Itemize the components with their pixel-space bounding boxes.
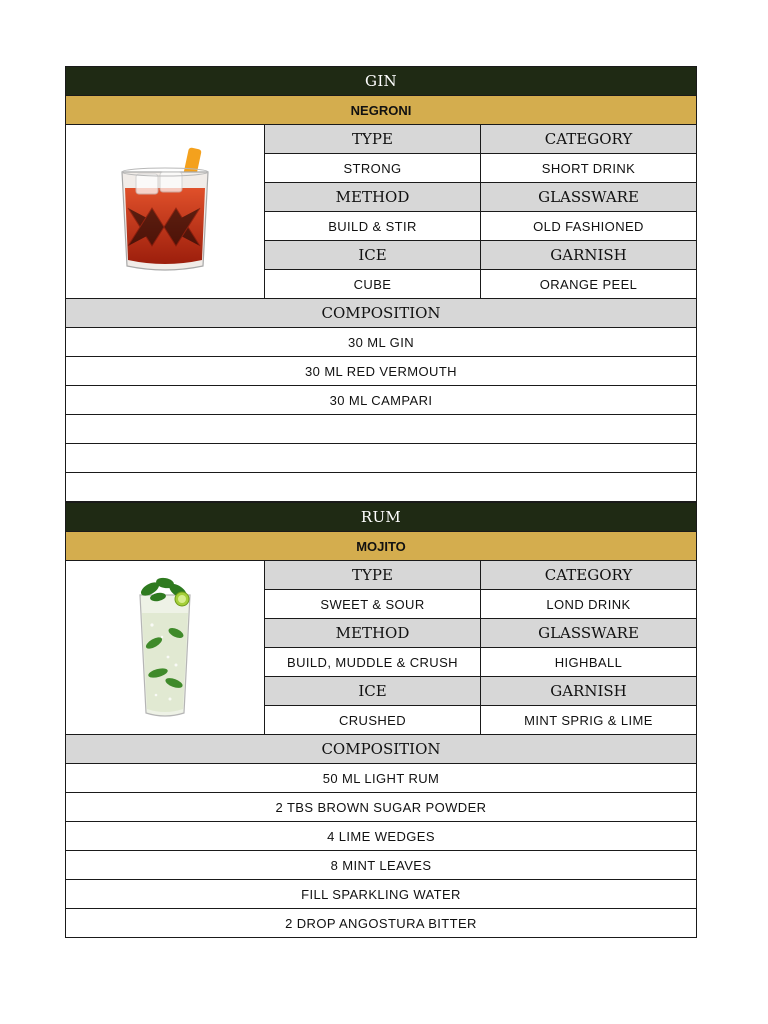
method-label: METHOD [265, 183, 481, 212]
ingredient-row: FILL SPARKLING WATER [66, 880, 697, 909]
glassware-value: HIGHBALL [481, 648, 697, 677]
cocktail-sheet [65, 66, 696, 938]
composition-header: COMPOSITION [66, 299, 697, 328]
garnish-label: GARNISH [481, 241, 697, 270]
ice-label: ICE [265, 677, 481, 706]
cocktail-name: NEGRONI [66, 96, 697, 125]
ingredient-row [66, 415, 697, 444]
ice-value: CRUSHED [265, 706, 481, 735]
category-label: CATEGORY [481, 561, 697, 590]
method-value: BUILD, MUDDLE & CRUSH [265, 648, 481, 677]
ingredient-row: 2 TBS BROWN SUGAR POWDER [66, 793, 697, 822]
category-value: LOND DRINK [481, 590, 697, 619]
cocktail-image-cell [66, 125, 265, 299]
ingredient-row: 30 ML RED VERMOUTH [66, 357, 697, 386]
method-value: BUILD & STIR [265, 212, 481, 241]
type-value: STRONG [265, 154, 481, 183]
cocktail-card-mojito [65, 502, 697, 938]
ingredient-row: 30 ML GIN [66, 328, 697, 357]
ingredient-row [66, 444, 697, 473]
ingredient-row: 4 LIME WEDGES [66, 822, 697, 851]
spirit-header: RUM [66, 503, 697, 532]
type-value: SWEET & SOUR [265, 590, 481, 619]
mojito-glass-image [110, 573, 220, 723]
cocktail-image-cell [66, 561, 265, 735]
glassware-label: GLASSWARE [481, 619, 697, 648]
glassware-value: OLD FASHIONED [481, 212, 697, 241]
ingredient-row: 8 MINT LEAVES [66, 851, 697, 880]
garnish-value: ORANGE PEEL [481, 270, 697, 299]
cocktail-card-negroni [65, 66, 697, 502]
ice-label: ICE [265, 241, 481, 270]
ingredient-row: 50 ML LIGHT RUM [66, 764, 697, 793]
ice-value: CUBE [265, 270, 481, 299]
method-label: METHOD [265, 619, 481, 648]
negroni-glass-image [110, 142, 220, 282]
garnish-value: MINT SPRIG & LIME [481, 706, 697, 735]
spirit-header: GIN [66, 67, 697, 96]
category-label: CATEGORY [481, 125, 697, 154]
garnish-label: GARNISH [481, 677, 697, 706]
cocktail-name: MOJITO [66, 532, 697, 561]
ingredient-row: 30 ML CAMPARI [66, 386, 697, 415]
ingredient-row: 2 DROP ANGOSTURA BITTER [66, 909, 697, 938]
type-label: TYPE [265, 125, 481, 154]
category-value: SHORT DRINK [481, 154, 697, 183]
type-label: TYPE [265, 561, 481, 590]
ingredient-row [66, 473, 697, 502]
glassware-label: GLASSWARE [481, 183, 697, 212]
composition-header: COMPOSITION [66, 735, 697, 764]
